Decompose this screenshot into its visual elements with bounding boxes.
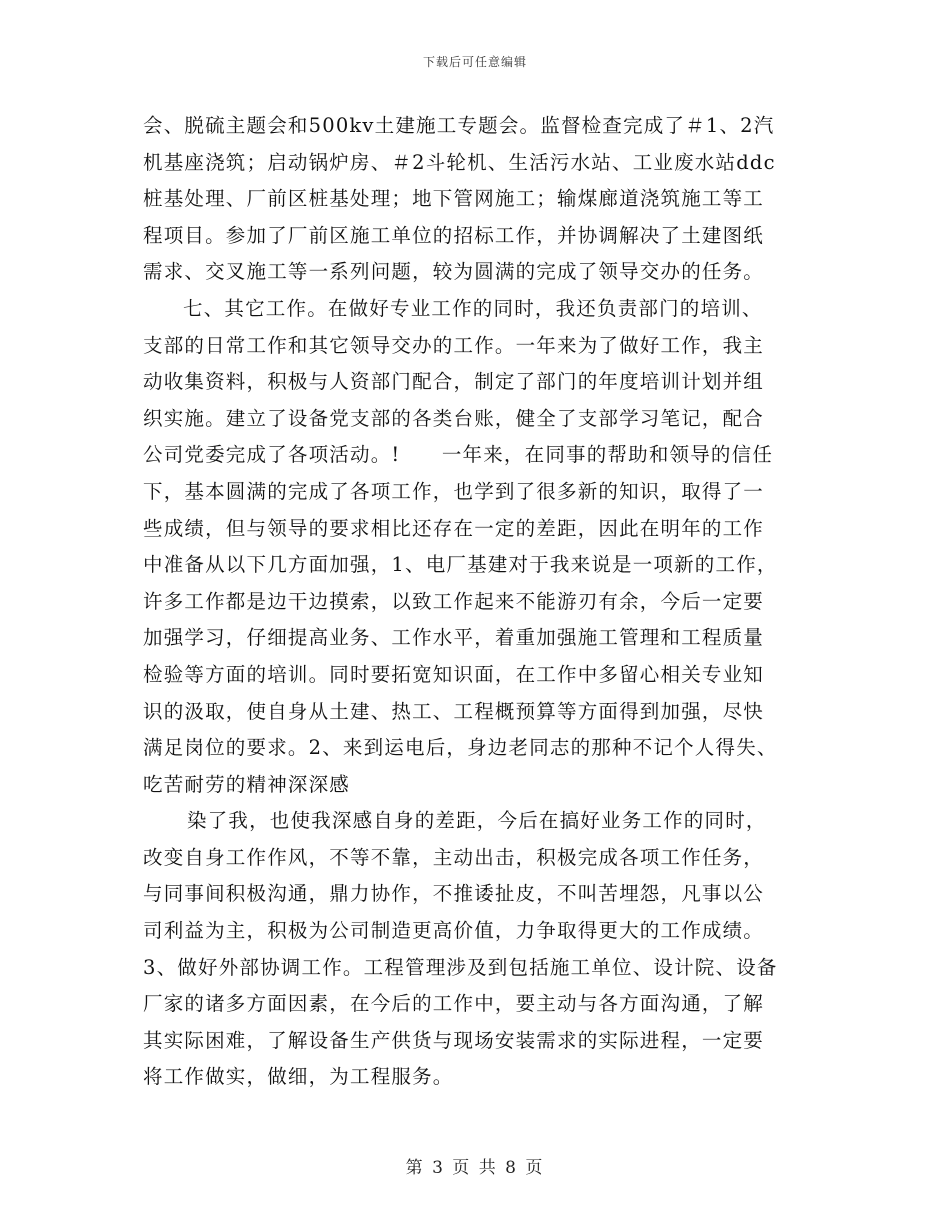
page-number: 第 3 页 共 8 页 [405, 1158, 545, 1178]
text-line: 加强学习，仔细提高业务、工作水平，着重加强施工管理和工程质量 [143, 626, 765, 650]
text-line: 将工作做实，做细，为工程服务。 [143, 1065, 454, 1089]
text-line: 机基座浇筑；启动锅炉房、＃2斗轮机、生活污水站、工业废水站ddc [143, 150, 776, 174]
text-line: 与同事间积极沟通，鼎力协作，不推诿扯皮，不叫苦埋怨，凡事以公 [143, 882, 765, 906]
text-line: 识的汲取，使自身从土建、热工、工程概预算等方面得到加强，尽快 [143, 699, 765, 723]
text-line: 需求、交叉施工等一系列问题，较为圆满的完成了领导交办的任务。 [143, 260, 765, 284]
text-line: 厂家的诸多方面因素，在今后的工作中，要主动与各方面沟通，了解 [143, 992, 765, 1016]
document-body [143, 108, 807, 1096]
text-line: 检验等方面的培训。同时要拓宽知识面，在工作中多留心相关专业知 [143, 662, 765, 686]
text-line: 会、脱硫主题会和500kv土建施工专题会。监督检查完成了＃1、2汽 [143, 114, 775, 137]
text-line: 吃苦耐劳的精神深深感 [143, 772, 351, 796]
text-line: 公司党委完成了各项活动。! 一年来，在同事的帮助和领导的信任 [143, 443, 774, 467]
text-line: 中准备从以下几方面加强，1、电厂基建对于我来说是一项新的工作， [143, 553, 778, 577]
text-line: 桩基处理、厂前区桩基处理；地下管网施工；输煤廊道浇筑施工等工 [143, 187, 765, 211]
paragraph-2 [143, 291, 807, 803]
text-line: 支部的日常工作和其它领导交办的工作。一年来为了做好工作，我主 [143, 333, 765, 357]
paragraph-1 [143, 108, 807, 291]
header-note: 下载后可任意编辑 [422, 55, 527, 69]
text-line: 改变自身工作作风，不等不靠，主动出击，积极完成各项工作任务， [143, 845, 765, 869]
text-line: 许多工作都是边干边摸索，以致工作起来不能游刃有余，今后一定要 [143, 589, 765, 613]
text-line: 满足岗位的要求。2、来到运电后，身边老同志的那种不记个人得失、 [143, 736, 778, 760]
text-line: 织实施。建立了设备党支部的各类台账，健全了支部学习笔记，配合 [143, 406, 765, 430]
text-line: 3、做好外部协调工作。工程管理涉及到包括施工单位、设计院、设备 [143, 955, 778, 979]
text-line: 些成绩，但与领导的要求相比还存在一定的差距，因此在明年的工作 [143, 516, 765, 540]
text-line: 其实际困难，了解设备生产供货与现场安装需求的实际进程，一定要 [143, 1028, 765, 1052]
text-line: 下，基本圆满的完成了各项工作，也学到了很多新的知识，取得了一 [143, 479, 765, 503]
text-line: 动收集资料，积极与人资部门配合，制定了部门的年度培训计划并组 [143, 370, 765, 394]
text-line: 染了我，也使我深感自身的差距，今后在搞好业务工作的同时， [187, 809, 767, 833]
text-line: 七、其它工作。在做好专业工作的同时，我还负责部门的培训、 [183, 296, 763, 320]
text-line: 司利益为主，积极为公司制造更高价值，力争取得更大的工作成绩。 [143, 919, 765, 943]
text-line: 程项目。参加了厂前区施工单位的招标工作，并协调解决了土建图纸 [143, 223, 765, 247]
paragraph-3 [143, 803, 807, 1096]
